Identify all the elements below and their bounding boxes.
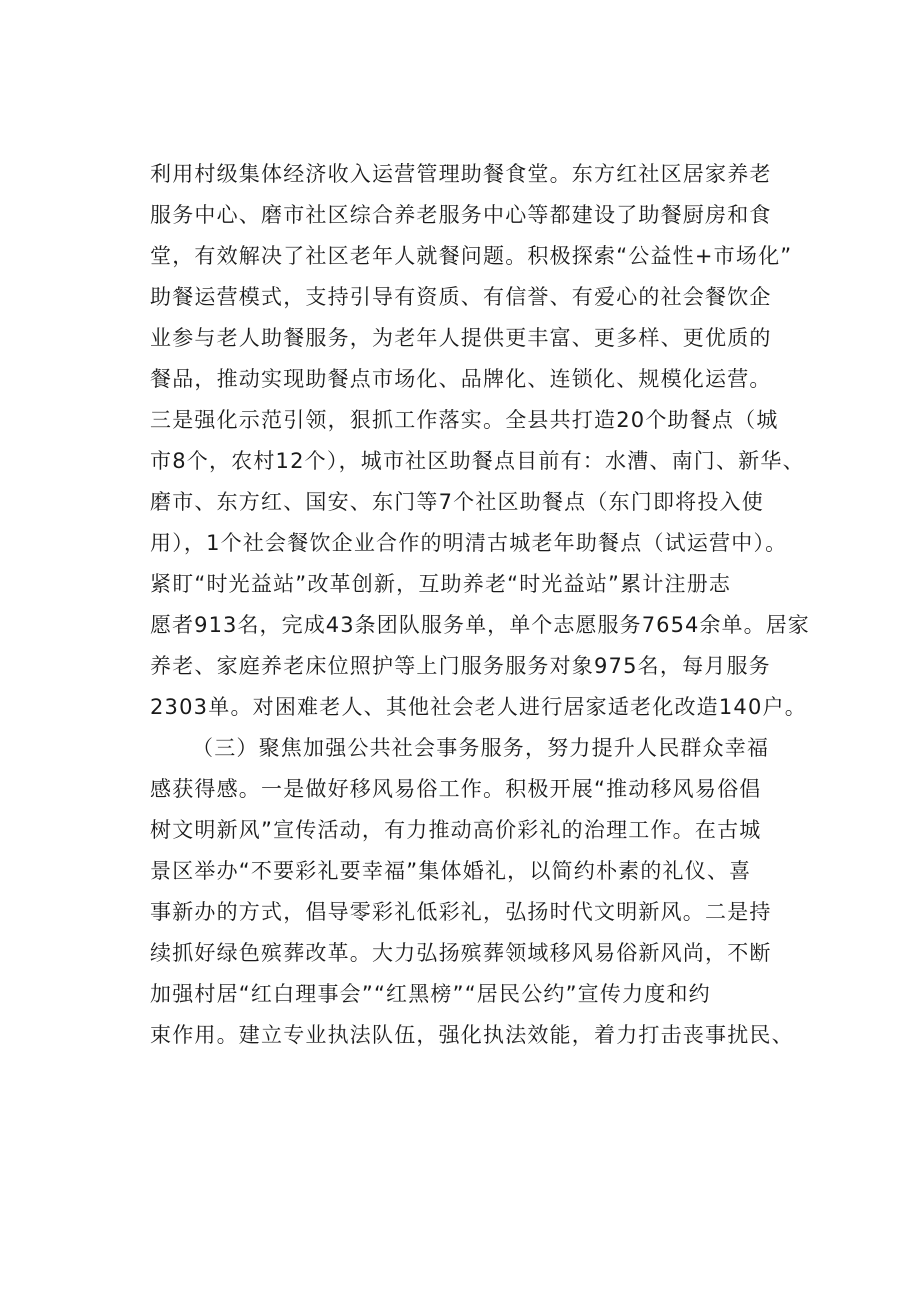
- document-body: [150, 154, 810, 1056]
- text-line: 市8个，农村12个），城市社区助餐点目前有：水漕、南门、新华、: [150, 449, 805, 473]
- text-line: 助餐运营模式，支持引导有资质、有信誉、有爱心的社会餐饮企: [150, 285, 772, 309]
- text-line: 2303单。对困难老人、其他社会老人进行居家适老化改造140户。: [150, 695, 807, 719]
- text-line: 紧盯“时光益站”改革创新，互助养老“时光益站”累计注册志: [150, 572, 732, 596]
- text-line: 感获得感。一是做好移风易俗工作。积极开展“推动移风易俗倡: [150, 777, 762, 801]
- paragraph-elderly-dining: [150, 154, 810, 728]
- text-line: 加强村居“红白理事会”“红黑榜”“居民公约”宣传力度和约: [150, 982, 711, 1006]
- text-line: 续抓好绿色殡葬改革。大力弘扬殡葬领域移风易俗新风尚，不断: [150, 941, 772, 965]
- text-line: 三是强化示范引领，狠抓工作落实。全县共打造20个助餐点（城: [150, 408, 779, 432]
- text-line: 业参与老人助餐服务，为老年人提供更丰富、更多样、更优质的: [150, 326, 772, 350]
- text-line: 树文明新风”宣传活动，有力推动高价彩礼的治理工作。在古城: [150, 818, 762, 842]
- text-line: 用），1个社会餐饮企业合作的明清古城老年助餐点（试运营中）。: [150, 531, 788, 555]
- text-line: 餐品，推动实现助餐点市场化、品牌化、连锁化、规模化运营。: [150, 367, 772, 391]
- text-line: 利用村级集体经济收入运营管理助餐食堂。东方红社区居家养老: [150, 162, 772, 186]
- text-line: 愿者913名，完成43条团队服务单，单个志愿服务7654余单。居家: [150, 613, 810, 637]
- text-line: 束作用。建立专业执法队伍，强化执法效能，着力打击丧事扰民、: [150, 1023, 794, 1047]
- text-line: 养老、家庭养老床位照护等上门服务服务对象975名，每月服务: [150, 654, 771, 678]
- text-line: 磨市、东方红、国安、东门等7个社区助餐点（东门即将投入使: [150, 490, 764, 514]
- text-line: 服务中心、磨市社区综合养老服务中心等都建设了助餐厨房和食: [150, 203, 772, 227]
- text-line: 事新办的方式，倡导零彩礼低彩礼，弘扬时代文明新风。二是持: [150, 900, 772, 924]
- text-line: （三）聚焦加强公共社会事务服务，努力提升人民群众幸福: [192, 736, 770, 760]
- text-line: 景区举办“不要彩礼要幸福”集体婚礼，以简约朴素的礼仪、喜: [150, 859, 752, 883]
- text-line: 堂，有效解决了社区老年人就餐问题。积极探索“公益性+市场化”: [150, 244, 793, 268]
- paragraph-public-affairs: [150, 728, 810, 1056]
